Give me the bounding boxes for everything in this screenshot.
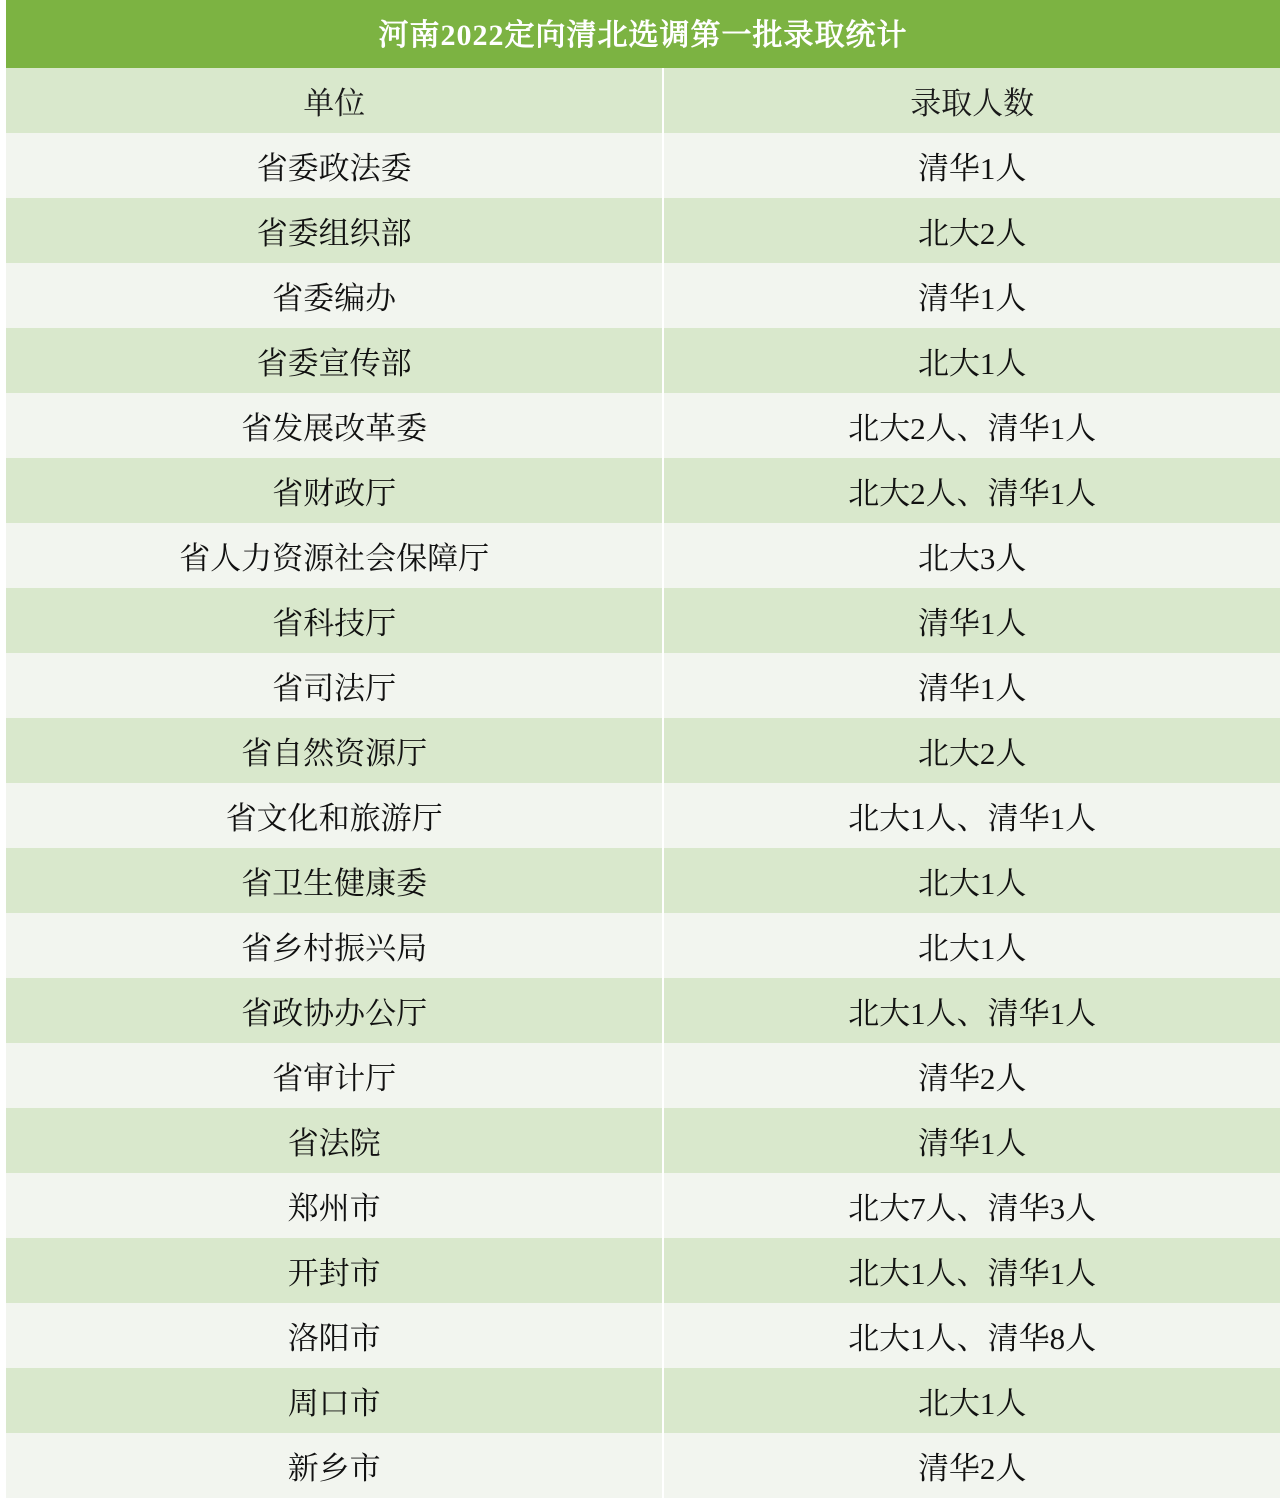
table-row [6, 1433, 1280, 1498]
cell-unit: 省人力资源社会保障厅 [6, 523, 663, 588]
table-row [6, 1108, 1280, 1173]
table-row [6, 588, 1280, 653]
cell-unit: 省乡村振兴局 [6, 913, 663, 978]
table-row [6, 393, 1280, 458]
cell-unit: 省委编办 [6, 263, 663, 328]
cell-count: 北大1人 [663, 1368, 1280, 1433]
column-header-count: 录取人数 [663, 68, 1280, 133]
table-header-row [6, 68, 1280, 133]
cell-unit: 省文化和旅游厅 [6, 783, 663, 848]
cell-unit: 省财政厅 [6, 458, 663, 523]
cell-count: 北大1人、清华8人 [663, 1303, 1280, 1368]
table-body [6, 0, 1280, 1498]
cell-count: 北大2人 [663, 198, 1280, 263]
table-row [6, 523, 1280, 588]
cell-count: 北大1人、清华1人 [663, 978, 1280, 1043]
cell-unit: 省委政法委 [6, 133, 663, 198]
cell-count: 北大1人 [663, 913, 1280, 978]
table-row [6, 198, 1280, 263]
table-row [6, 458, 1280, 523]
cell-count: 北大1人 [663, 848, 1280, 913]
table-row [6, 913, 1280, 978]
table-row [6, 653, 1280, 718]
table-row [6, 1238, 1280, 1303]
table-row [6, 1368, 1280, 1433]
table-title-row [6, 0, 1280, 68]
cell-count: 北大1人 [663, 328, 1280, 393]
cell-count: 北大2人 [663, 718, 1280, 783]
cell-unit: 省科技厅 [6, 588, 663, 653]
table-row [6, 263, 1280, 328]
table-row [6, 1173, 1280, 1238]
recruitment-statistics-table [6, 0, 1280, 1498]
cell-count: 清华2人 [663, 1043, 1280, 1108]
cell-unit: 新乡市 [6, 1433, 663, 1498]
cell-unit: 省卫生健康委 [6, 848, 663, 913]
cell-unit: 省自然资源厅 [6, 718, 663, 783]
table-row [6, 1303, 1280, 1368]
cell-count: 清华1人 [663, 653, 1280, 718]
page-title: 河南2022定向清北选调第一批录取统计 [6, 0, 1280, 68]
cell-unit: 洛阳市 [6, 1303, 663, 1368]
cell-count: 清华1人 [663, 263, 1280, 328]
cell-count: 北大2人、清华1人 [663, 393, 1280, 458]
cell-count: 清华1人 [663, 588, 1280, 653]
table-row [6, 848, 1280, 913]
table-row [6, 1043, 1280, 1108]
cell-count: 北大2人、清华1人 [663, 458, 1280, 523]
table-row [6, 133, 1280, 198]
cell-count: 北大1人、清华1人 [663, 783, 1280, 848]
cell-count: 北大3人 [663, 523, 1280, 588]
cell-unit: 省政协办公厅 [6, 978, 663, 1043]
column-header-unit: 单位 [6, 68, 663, 133]
cell-count: 清华2人 [663, 1433, 1280, 1498]
cell-unit: 省委组织部 [6, 198, 663, 263]
cell-unit: 省审计厅 [6, 1043, 663, 1108]
cell-unit: 周口市 [6, 1368, 663, 1433]
cell-unit: 省委宣传部 [6, 328, 663, 393]
cell-unit: 省法院 [6, 1108, 663, 1173]
cell-unit: 开封市 [6, 1238, 663, 1303]
cell-unit: 郑州市 [6, 1173, 663, 1238]
table-row [6, 783, 1280, 848]
cell-unit: 省发展改革委 [6, 393, 663, 458]
cell-count: 清华1人 [663, 133, 1280, 198]
cell-count: 北大7人、清华3人 [663, 1173, 1280, 1238]
table-row [6, 978, 1280, 1043]
cell-count: 北大1人、清华1人 [663, 1238, 1280, 1303]
cell-unit: 省司法厅 [6, 653, 663, 718]
cell-count: 清华1人 [663, 1108, 1280, 1173]
table-row [6, 718, 1280, 783]
table-row [6, 328, 1280, 393]
